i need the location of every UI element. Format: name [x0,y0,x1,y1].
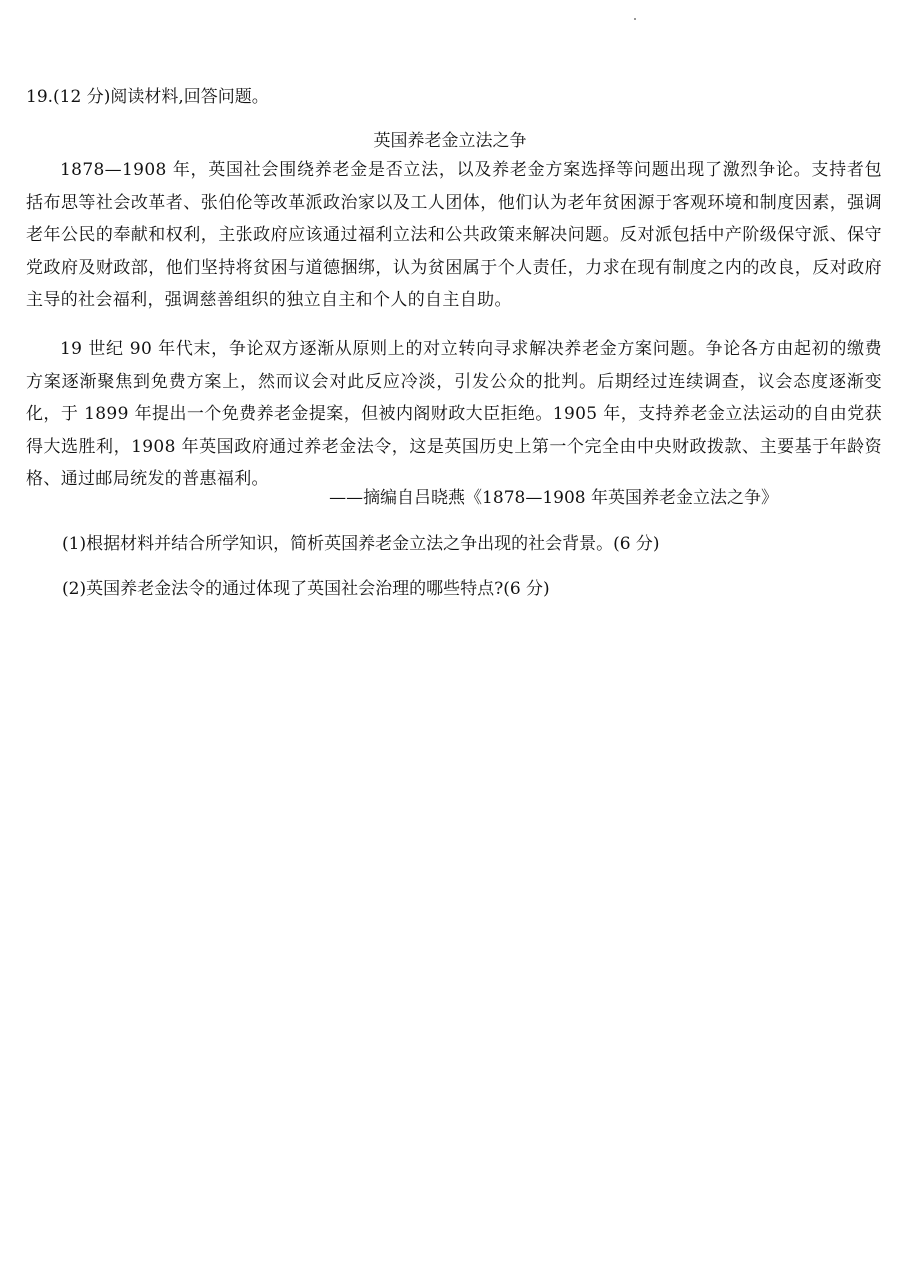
material-paragraph-1: 1878—1908 年，英国社会围绕养老金是否立法，以及养老金方案选择等问题出现了激烈争论。支持者包括布思等社会改革者、张伯伦等改革派政治家以及工人团体，他们认为老年贫困源于客观环境和制度因素，强调老年公民的奉献和权利，主张政府应该通过福利立法和公共政策来解决问题。反对派包括中产阶级保守派、保守党政府及财政部，他们坚持将贫困与道德捆绑，认为贫困属于个人责任，力求在现有制度之内的改良，反对政府主导的社会福利，强调慈善组织的独立自主和个人的自主自助。 [26,160,882,310]
sub-question-1: (1)根据材料并结合所学知识，简析英国养老金立法之争出现的社会背景。(6 分) [62,534,660,554]
material-title: 英国养老金立法之争 [373,131,527,151]
question-header: 19.(12 分)阅读材料,回答问题。 [26,87,269,107]
sub-question-2: (2)英国养老金法令的通过体现了英国社会治理的哪些特点?(6 分) [62,579,550,599]
material-source-citation: ——摘编自吕晓燕《1878—1908 年英国养老金立法之争》 [329,488,778,508]
material-paragraph-2: 19 世纪 90 年代末，争论双方逐渐从原则上的对立转向寻求解决养老金方案问题。争论各方由起初的缴费方案逐渐聚焦到免费方案上，然而议会对此反应冷淡，引发公众的批判。后期经过连续调查，议会态度逐渐变化，于 1899 年提出一个免费养老金提案，但被内阁财政大臣拒绝。1905 年，支持养老金立法运动的自由党获得大选胜利，1908 年英国政府通过养老金法令，这是英国历史上第一个完全由中央财政拨款、主要基于年龄资格、通过邮局统发的普惠福利。 [26,339,882,489]
scan-speck [634,18,636,20]
